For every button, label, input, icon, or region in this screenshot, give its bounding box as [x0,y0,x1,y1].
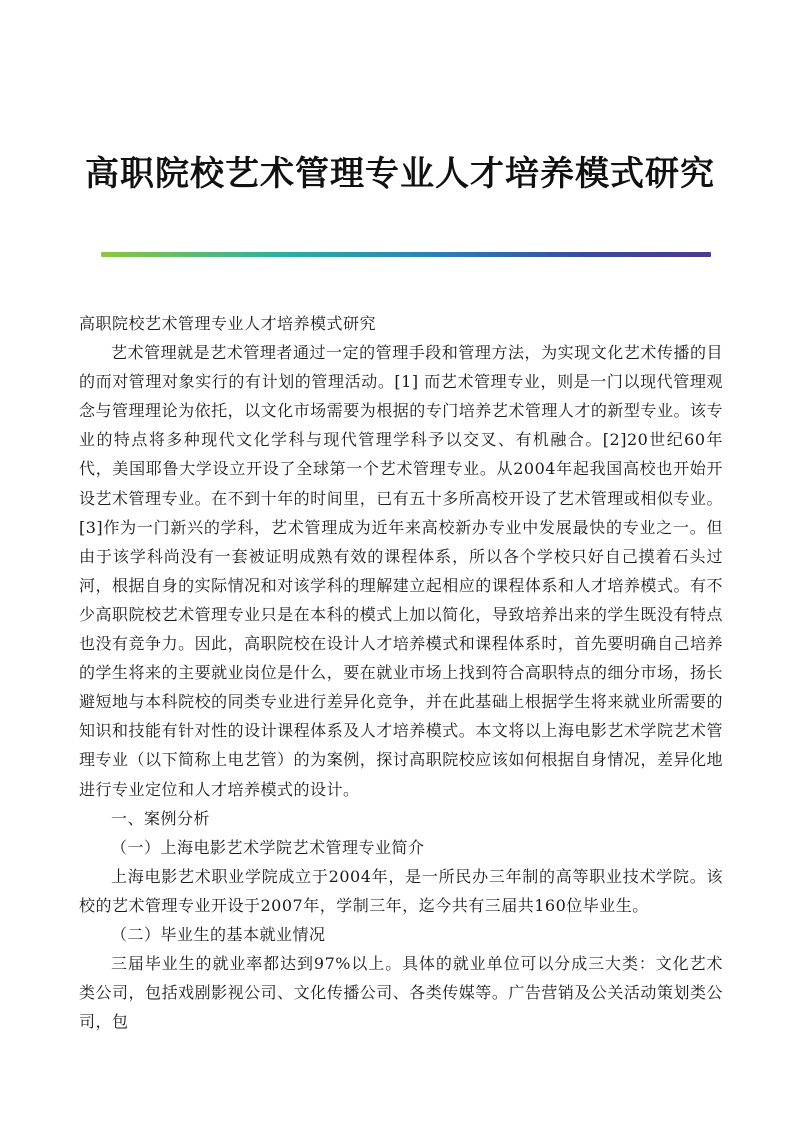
title-divider [101,252,711,257]
subsection-heading-program-intro: （一）上海电影艺术学院艺术管理专业简介 [111,837,425,857]
section-heading-case-analysis: 一、案例分析 [111,808,211,828]
body-subtitle-line: 高职院校艺术管理专业人才培养模式研究 [79,314,377,333]
document-title: 高职院校艺术管理专业人才培养模式研究 [85,154,715,194]
paragraph-employment: 三届毕业生的就业率都达到97%以上。具体的就业单位可以分成三大类：文化艺术类公司，包括戏剧影视公司、文化传播公司、各类传媒等。广告营销及公关活动策划类公司，包 [79,954,723,1032]
paragraph-intro: 艺术管理就是艺术管理者通过一定的管理手段和管理方法，为实现文化艺术传播的目的而对管理对象实行的有计划的管理活动。[1] 而艺术管理专业，则是一门以现代管理观念与管理理论为依托，以文化市场需要为根据的专门培养艺术管理人才的新型专业。该专业的特点将多种现代文化学科与现代管理学科予以交叉、有机融合。[2]20世纪60年代，美国耶鲁大学设立开设了全球第一个艺术管理专业。从2004年起我国高校也开始开设艺术管理专业。在不到十年的时间里，已有五十多所高校开设了艺术管理或相似专业。[3]作为一门新兴的学科，艺术管理成为近年来高校新办专业中发展最快的专业之一。但由于该学科尚没有一套被证明成熟有效的课程体系，所以各个学校只好自己摸着石头过河，根据自身的实际情况和对该学科的理解建立起相应的课程体系和人才培养模式。有不少高职院校艺术管理专业只是在本科的模式上加以简化，导致培养出来的学生既没有特点也没有竞争力。因此，高职院校在设计人才培养模式和课程体系时，首先要明确自己培养的学生将来的主要就业岗位是什么，要在就业市场上找到符合高职特点的细分市场，扬长避短地与本科院校的同类专业进行差异化竞争，并在此基础上根据学生将来就业所需要的知识和技能有针对性的设计课程体系及人才培养模式。本文将以上海电影艺术学院艺术管理专业（以下简称上电艺管）的为案例，探讨高职院校应该如何根据自身情况，差异化地进行专业定位和人才培养模式的设计。 [79,343,723,799]
paragraph-school-info: 上海电影艺术职业学院成立于2004年，是一所民办三年制的高等职业技术学院。该校的艺术管理专业开设于2007年，学制三年，迄今共有三届共160位毕业生。 [79,866,723,915]
subsection-heading-employment: （二）毕业生的基本就业情况 [111,924,326,944]
document-body [79,309,723,1036]
